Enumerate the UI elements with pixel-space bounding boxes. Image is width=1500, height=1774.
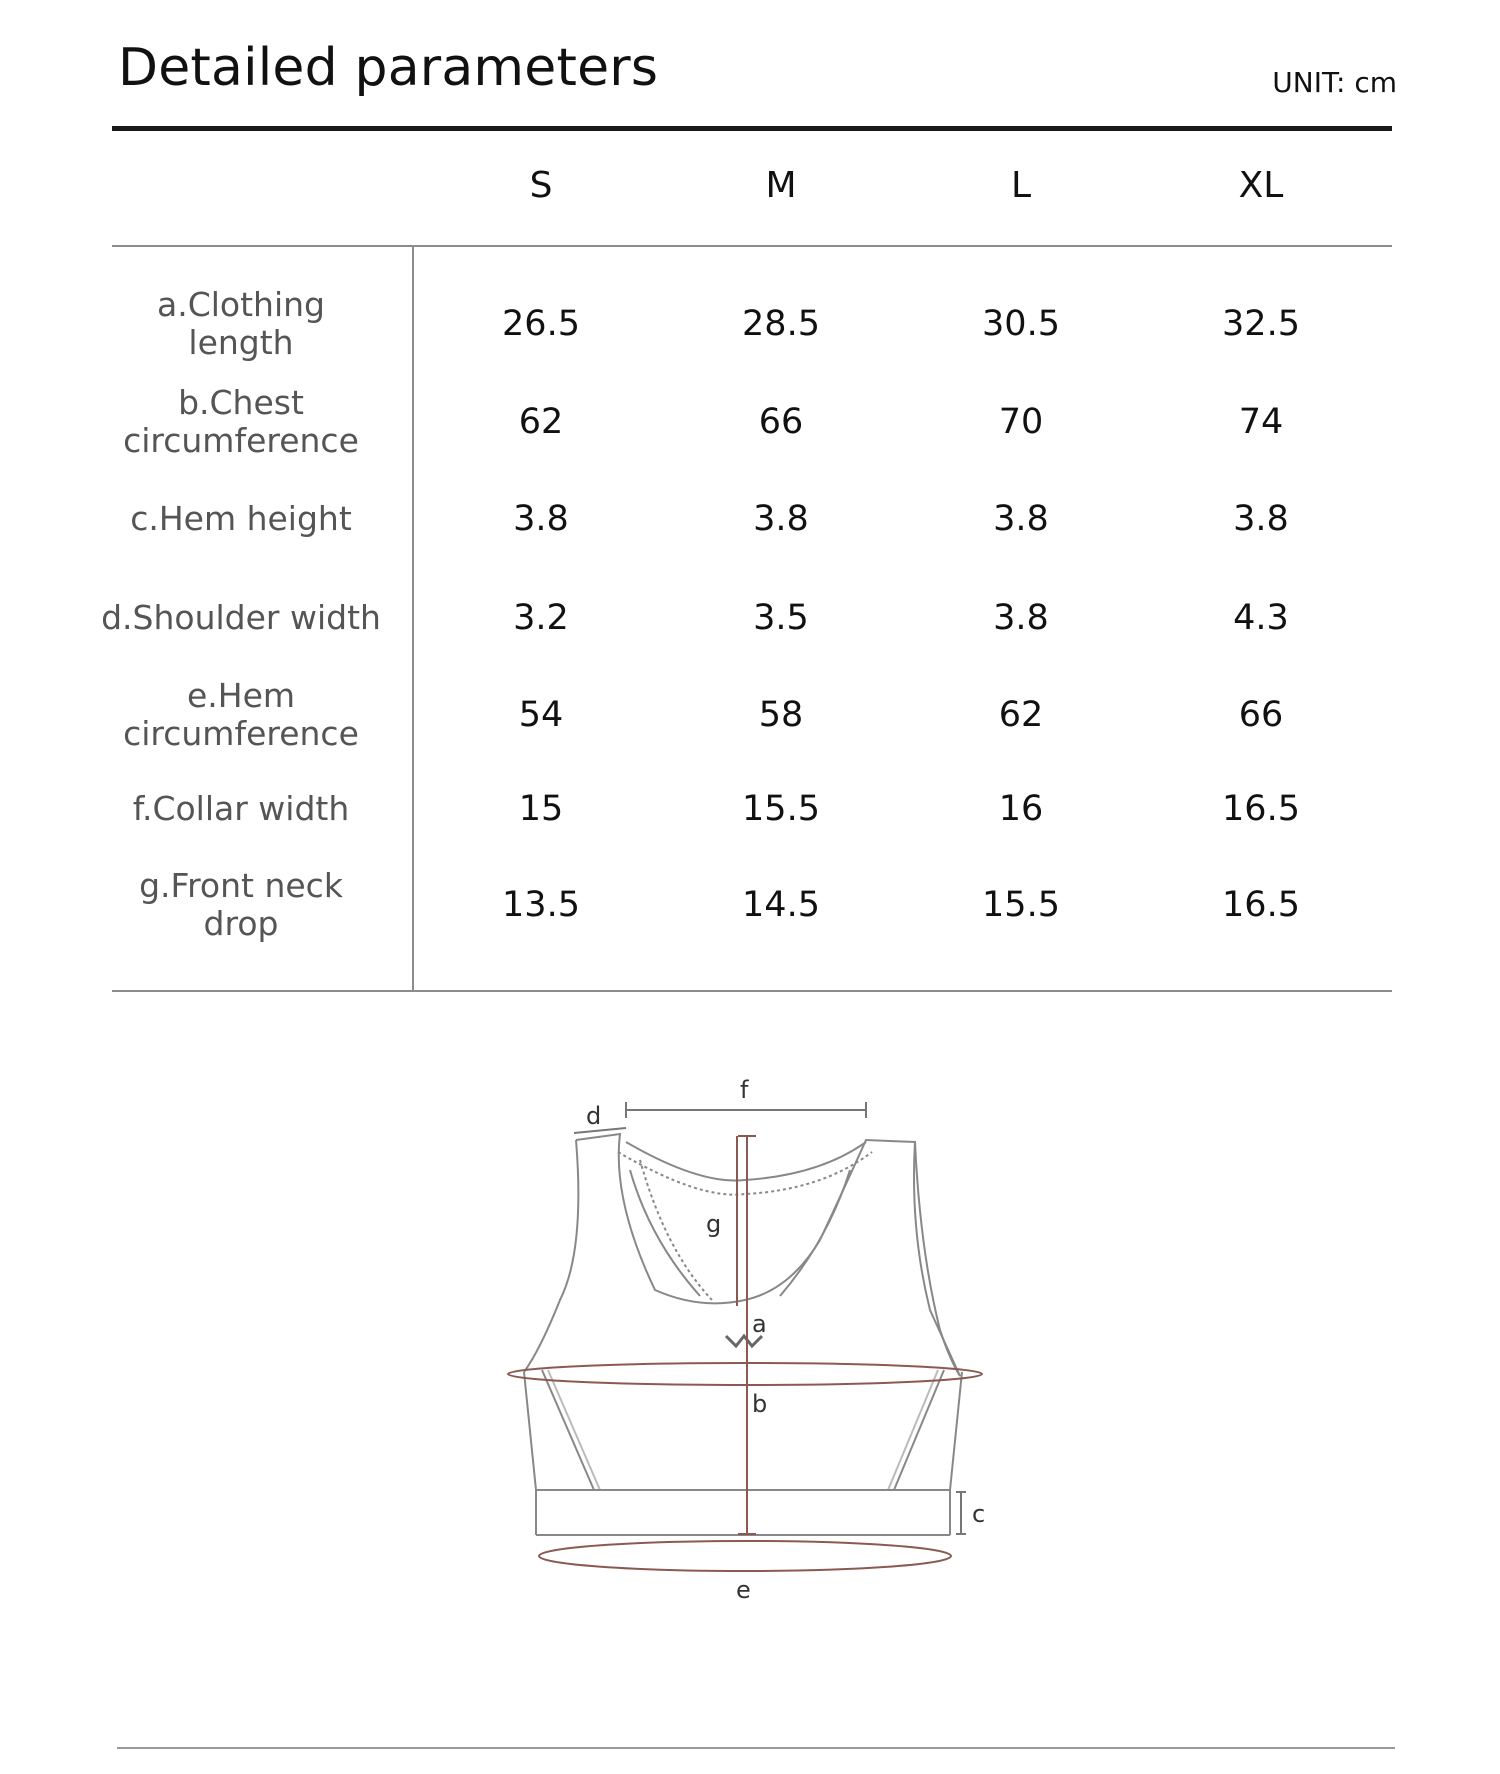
cell-value: 3.8 [1233,499,1289,539]
measure-e-ellipse [539,1541,951,1571]
cell-value: 3.8 [513,499,569,539]
cell-value: 3.8 [753,499,809,539]
column-header-s: S [529,165,553,206]
cell-value: 13.5 [502,885,580,925]
diagram-label-f: f [740,1076,749,1104]
cell-value: 62 [518,402,564,442]
row-label: a.Clothing length [157,285,325,362]
row-label: c.Hem height [130,499,352,538]
diagram-label-d: d [586,1102,602,1130]
cell-value: 62 [998,695,1044,735]
row-label: g.Front neck drop [139,866,343,943]
diagram-label-a: a [752,1310,767,1338]
diagram-label-c: c [972,1500,986,1528]
cell-value: 15.5 [742,789,820,829]
cell-value: 74 [1238,402,1284,442]
cell-value: 32.5 [1222,304,1300,344]
row-label: e.Hem circumference [123,676,359,753]
cell-value: 3.8 [993,499,1049,539]
footer-divider [117,1747,1395,1749]
diagram-label-g: g [706,1210,722,1238]
cell-value: 66 [758,402,804,442]
measure-b-ellipse [508,1363,982,1385]
column-header-xl: XL [1238,165,1284,206]
column-header-l: L [1010,165,1032,206]
cell-value: 70 [998,402,1044,442]
cell-value: 3.2 [513,598,569,638]
row-label: b.Chest circumference [123,383,359,460]
cell-value: 54 [518,695,564,735]
page-title: Detailed parameters [118,38,659,98]
table-row [100,670,1400,760]
table-row [100,279,1400,369]
cell-value: 4.3 [1233,598,1289,638]
cell-value: 16.5 [1222,789,1300,829]
table-row [100,377,1400,467]
cell-value: 15.5 [982,885,1060,925]
diagram-label-b: b [752,1390,768,1418]
diagram-label-e: e [736,1576,751,1604]
cell-value: 3.5 [753,598,809,638]
cell-value: 26.5 [502,304,580,344]
row-label: d.Shoulder width [101,598,381,637]
cell-value: 28.5 [742,304,820,344]
table-row [100,764,1400,854]
unit-label: UNIT: cm [1272,66,1397,99]
garment-outline [524,1134,962,1535]
cell-value: 30.5 [982,304,1060,344]
cell-value: 16.5 [1222,885,1300,925]
table-row [100,474,1400,564]
column-header-m: M [765,165,797,206]
cell-value: 58 [758,695,804,735]
garment-diagram [490,1060,1010,1620]
header-divider [112,245,1392,247]
table-row [100,573,1400,663]
cell-value: 14.5 [742,885,820,925]
cell-value: 3.8 [993,598,1049,638]
cell-value: 66 [1238,695,1284,735]
dimension-ticks [574,1102,966,1534]
table-row [100,860,1400,950]
title-divider [112,126,1392,131]
row-label: f.Collar width [132,789,350,828]
cell-value: 15 [518,789,564,829]
cell-value: 16 [998,789,1044,829]
table-bottom-divider [112,990,1392,992]
